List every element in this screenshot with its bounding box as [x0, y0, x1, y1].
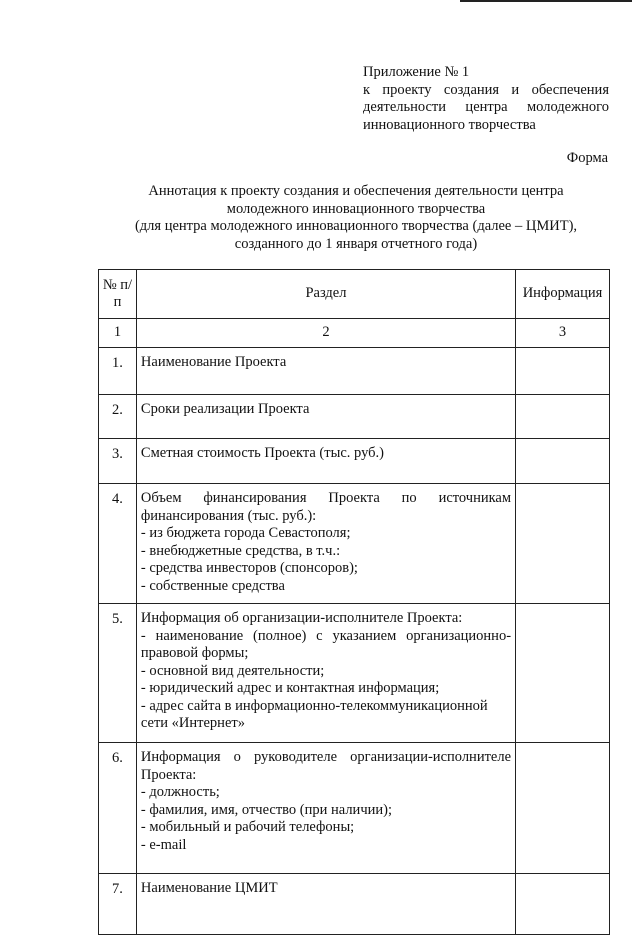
section-line: - юридический адрес и контактная информация; — [140, 680, 440, 696]
col-number: 3 — [516, 319, 610, 348]
row-number: 4. — [99, 484, 137, 604]
title-line: молодежного инновационного творчества — [226, 200, 486, 217]
column-number-row — [99, 319, 610, 348]
table-row — [99, 439, 610, 484]
section-line: - фамилия, имя, отчество (при наличии); — [140, 801, 392, 818]
row-number: 7. — [99, 874, 137, 935]
table-row — [99, 874, 610, 935]
appendix-block — [363, 64, 609, 134]
row-section — [136, 484, 515, 604]
appendix-line: деятельности центра молодежного — [363, 99, 609, 115]
row-section — [136, 439, 515, 484]
title-line: Аннотация к проекту создания и обеспечения деятельности центра — [148, 183, 564, 199]
annotation-table — [98, 269, 610, 935]
appendix-line: инновационного творчества — [363, 116, 536, 133]
row-section — [136, 348, 515, 395]
table-header-row — [99, 270, 610, 319]
section-line: финансирования (тыс. руб.): — [140, 507, 317, 524]
table-row — [99, 395, 610, 439]
row-number: 6. — [99, 743, 137, 874]
section-line: Информация о руководителе организации-исполнителе — [140, 749, 512, 765]
section-line: - из бюджета города Севастополя; — [140, 525, 351, 541]
section-line: - мобильный и рабочий телефоны; — [140, 819, 355, 835]
section-line: Наименование Проекта — [140, 354, 287, 370]
info-cell — [516, 439, 610, 484]
section-line: - адрес сайта в информационно-телекоммуникационной — [140, 697, 488, 714]
section-line: - основной вид деятельности; — [140, 662, 325, 679]
section-line: Наименование ЦМИТ — [140, 880, 278, 896]
row-number: 1. — [99, 348, 137, 395]
table-row — [99, 604, 610, 743]
row-section — [136, 604, 515, 743]
info-cell — [516, 604, 610, 743]
title-line: (для центра молодежного инновационного творчества (далее – ЦМИТ), — [134, 218, 578, 234]
appendix-title: Приложение № 1 — [363, 64, 470, 80]
title-line: созданного до 1 января отчетного года) — [234, 235, 478, 252]
section-line: Проекта: — [140, 766, 197, 783]
section-line: - должность; — [140, 784, 220, 800]
info-cell — [516, 484, 610, 604]
row-section — [136, 395, 515, 439]
section-line: - e-mail — [140, 836, 187, 853]
row-section — [136, 743, 515, 874]
row-number: 5. — [99, 604, 137, 743]
info-cell — [516, 743, 610, 874]
appendix-line: к проекту создания и обеспечения — [363, 81, 609, 98]
section-line: правовой формы; — [140, 645, 249, 661]
section-line: - собственные средства — [140, 577, 285, 594]
col-number: 2 — [136, 319, 515, 348]
row-number: 2. — [99, 395, 137, 439]
header-info: Информация — [516, 270, 610, 319]
info-cell — [516, 395, 610, 439]
col-number: 1 — [99, 319, 137, 348]
section-line: Объем финансирования Проекта по источникам — [140, 490, 512, 506]
section-line: Сроки реализации Проекта — [140, 401, 310, 417]
section-line: Сметная стоимость Проекта (тыс. руб.) — [140, 445, 384, 461]
section-line: - наименование (полное) с указанием организационно- — [140, 627, 512, 644]
row-section — [136, 874, 515, 935]
table-row — [99, 348, 610, 395]
header-section: Раздел — [136, 270, 515, 319]
header-num: № п/п — [99, 270, 137, 319]
section-line: - средства инвесторов (спонсоров); — [140, 560, 358, 576]
table-row — [99, 743, 610, 874]
table-row — [99, 484, 610, 604]
scan-edge-mark — [460, 0, 632, 2]
info-cell — [516, 874, 610, 935]
document-title — [100, 183, 612, 253]
section-line: Информация об организации-исполнителе Проекта: — [140, 610, 463, 626]
row-number: 3. — [99, 439, 137, 484]
info-cell — [516, 348, 610, 395]
section-line: - внебюджетные средства, в т.ч.: — [140, 542, 341, 559]
form-label: Форма — [566, 150, 608, 166]
section-line: сети «Интернет» — [140, 715, 245, 731]
